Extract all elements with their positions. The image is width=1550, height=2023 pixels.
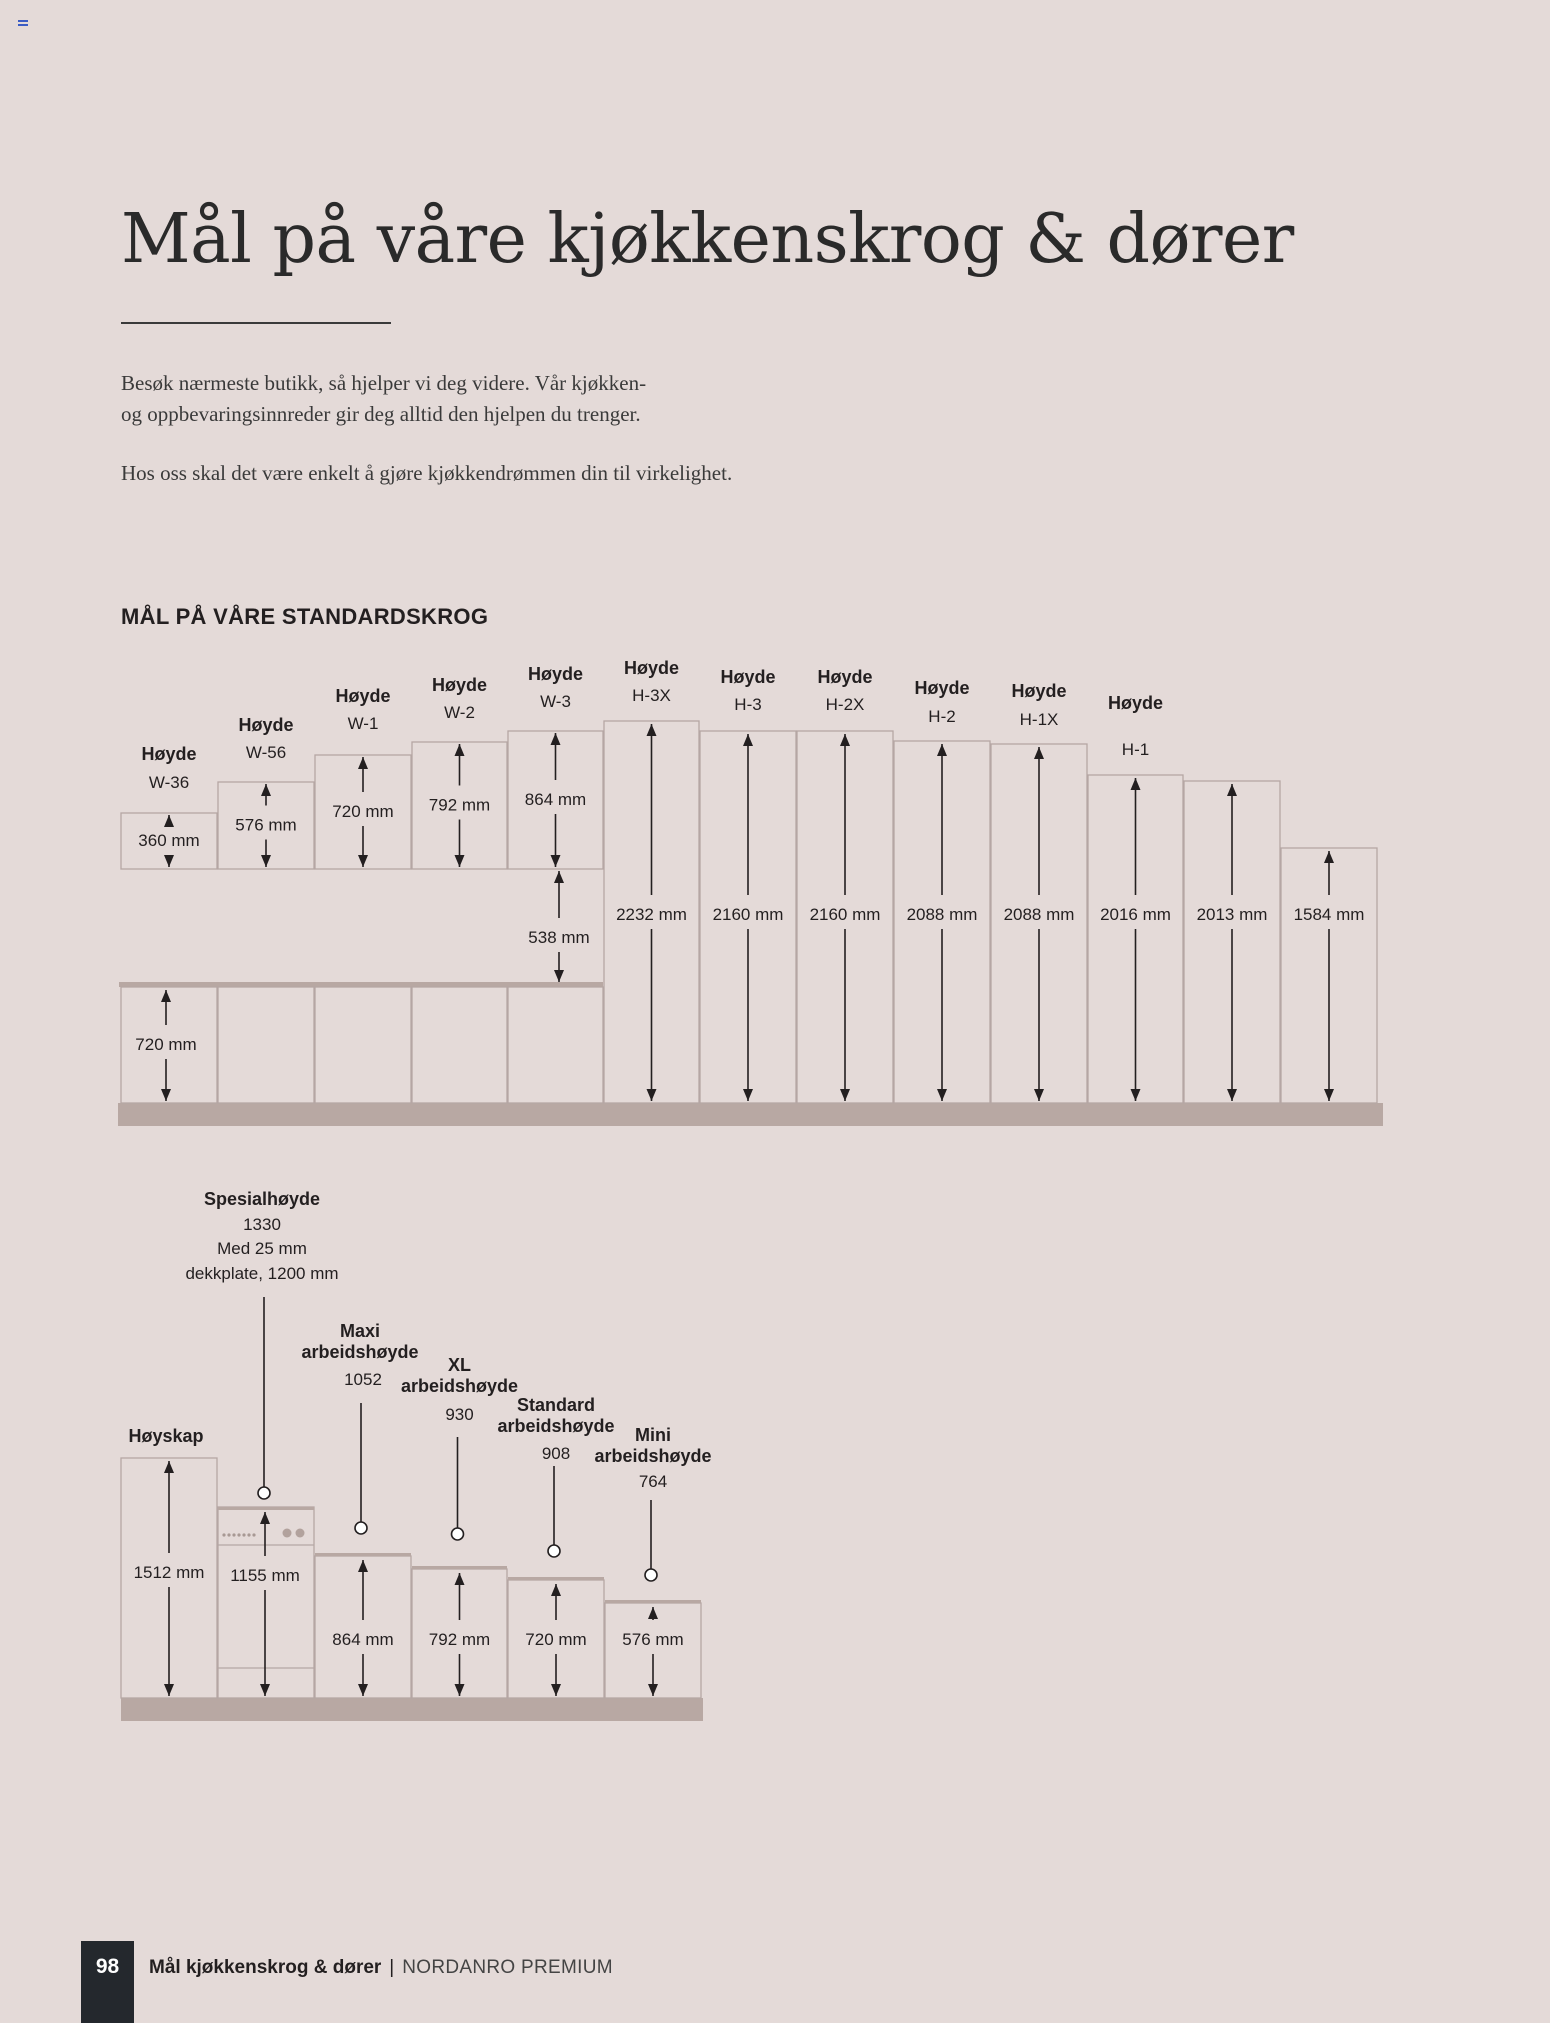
- base-unit: [315, 987, 411, 1103]
- work-height-dim-up-head: [455, 1573, 465, 1585]
- wall-unit-dim-down-head: [261, 855, 271, 867]
- work-height-value: 930: [445, 1405, 474, 1424]
- gap-dim-label: 538 mm: [528, 928, 590, 947]
- work-height-dim-label: 792 mm: [428, 1630, 491, 1649]
- base-unit-dim-label: 720 mm: [135, 1035, 197, 1054]
- wall-unit-label: Høyde: [335, 686, 391, 706]
- footer-brand: NORDANRO PREMIUM: [402, 1957, 613, 1978]
- wall-unit-code: W-3: [540, 692, 571, 711]
- tall-unit-dim-down-head: [1227, 1089, 1237, 1101]
- oven-dot: [252, 1533, 255, 1536]
- work-height-value: 908: [541, 1444, 571, 1463]
- tall-cabinet-dim-up-head: [164, 1461, 174, 1473]
- tall-unit-label: Høyde: [720, 667, 776, 687]
- wall-unit-code: W-36: [148, 773, 190, 792]
- wall-unit-dim-up-head: [261, 784, 271, 796]
- base-unit: [508, 987, 603, 1103]
- work-height-dim-up-head: [648, 1607, 658, 1619]
- oven-dot: [237, 1533, 240, 1536]
- tall-unit-dim-label: 2013 mm: [1196, 905, 1268, 924]
- work-height-marker: [548, 1545, 560, 1557]
- worktop: [605, 1600, 701, 1603]
- intro-paragraph-2: Hos oss skal det være enkelt å gjøre kjøkkendrømmen din til virkelighet.: [121, 461, 733, 485]
- wall-unit-dim-down-head: [164, 855, 174, 867]
- base-unit-dim-up-head: [161, 990, 171, 1002]
- oven-dot: [227, 1533, 230, 1536]
- tall-unit-code: H-3: [734, 695, 762, 714]
- floor-bar-top: [118, 1103, 1383, 1126]
- tall-unit-dim-down-head: [840, 1089, 850, 1101]
- tall-unit-label: Høyde: [1107, 693, 1164, 713]
- wall-unit-dim-label: 576 mm: [235, 815, 297, 835]
- wall-unit-label: Høyde: [141, 744, 197, 764]
- tall-unit-dim-up-head: [840, 734, 850, 746]
- floor-bar-bottom: [121, 1698, 703, 1721]
- tall-unit-dim-down-head: [647, 1089, 657, 1101]
- tall-unit-dim-label: 2088 mm: [906, 905, 978, 924]
- wall-unit-label: Høyde: [238, 715, 294, 735]
- wall-unit-code: W-56: [245, 743, 287, 762]
- tall-unit-dim-up-head: [1034, 747, 1044, 759]
- work-height-dim-down-head: [551, 1684, 561, 1696]
- wall-unit-dim-up-head: [164, 815, 174, 827]
- tall-unit-dim-up-head: [937, 744, 947, 756]
- base-unit: [218, 987, 314, 1103]
- tall-unit-code: H-2X: [825, 695, 865, 714]
- tall-cabinet-dim-down-head: [164, 1684, 174, 1696]
- work-height-dim-down-head: [648, 1684, 658, 1696]
- tall-unit-dim-label: 2160 mm: [712, 905, 784, 924]
- oven-knob: [296, 1529, 305, 1538]
- tall-unit-dim-up-head: [743, 734, 753, 746]
- page-title: Mål på våre kjøkkenskrog & dører: [121, 200, 1294, 279]
- oven-dot: [247, 1533, 250, 1536]
- oven-dot: [242, 1533, 245, 1536]
- work-height-dim-label: 864 mm: [332, 1630, 394, 1649]
- tall-unit-dim-up-head: [1227, 784, 1237, 796]
- gap-dim-up-head: [554, 871, 564, 883]
- special-height-note: dekkplate, 1200 mm: [185, 1264, 339, 1283]
- wall-unit-dim-label: 720 mm: [332, 802, 394, 821]
- special-height-label: Spesialhøyde: [203, 1189, 321, 1209]
- gap-dim-down-head: [554, 970, 564, 982]
- oven-cabinet-dim-down-head: [260, 1684, 270, 1696]
- tall-unit-dim-label: 2160 mm: [809, 905, 881, 924]
- tall-unit-label: Høyde: [817, 667, 873, 687]
- work-height-dim-down-head: [358, 1684, 368, 1696]
- wall-unit-dim-label: 360 mm: [138, 831, 200, 850]
- work-height-label: XL: [447, 1355, 472, 1375]
- worktop: [508, 1577, 604, 1580]
- footer-page-number: 98: [95, 1955, 120, 1978]
- footer-separator: |: [389, 1957, 395, 1978]
- wall-unit-dim-label: 792 mm: [428, 795, 491, 815]
- wall-unit-label: Høyde: [431, 675, 488, 695]
- tall-unit-dim-down-head: [1324, 1089, 1334, 1101]
- work-height-label: arbeidshøyde: [301, 1342, 419, 1362]
- tall-unit-label: Høyde: [914, 678, 970, 698]
- worktop: [315, 1553, 411, 1556]
- tall-unit-dim-up-head: [1324, 851, 1334, 863]
- work-height-label: arbeidshøyde: [400, 1376, 519, 1396]
- countertop: [119, 982, 603, 987]
- tall-unit-dim-label: 2088 mm: [1003, 905, 1075, 924]
- tall-unit-dim-up-head: [647, 724, 657, 736]
- tall-cabinet-dim-label: 1512 mm: [133, 1563, 205, 1582]
- wall-unit-label: Høyde: [527, 664, 584, 684]
- tall-unit-label: Høyde: [1011, 681, 1067, 701]
- work-height-dim-label: 720 mm: [525, 1630, 587, 1649]
- tall-unit-dim-label: 2232 mm: [616, 905, 687, 924]
- tall-unit-code: H-1: [1121, 740, 1150, 759]
- oven-cabinet-dim-up-head: [260, 1512, 270, 1524]
- base-unit: [412, 987, 507, 1103]
- work-height-label: Mini: [635, 1425, 671, 1445]
- special-height-value: 1330: [243, 1215, 281, 1234]
- work-height-value: 1052: [344, 1370, 382, 1389]
- wall-unit-dim-up-head: [358, 757, 368, 769]
- work-height-dim-up-head: [551, 1584, 561, 1596]
- footer-section: Mål kjøkkenskrog & dører: [149, 1957, 382, 1978]
- tall-unit-dim-down-head: [743, 1089, 753, 1101]
- work-height-dim-down-head: [455, 1684, 465, 1696]
- wall-unit-dim-down-head: [455, 855, 465, 867]
- base-unit-dim-down-head: [161, 1089, 171, 1101]
- wall-unit-code: W-1: [347, 714, 379, 733]
- section-heading: MÅL PÅ VÅRE STANDARDSKROG: [121, 604, 489, 629]
- worktop: [412, 1566, 507, 1569]
- work-height-dim-label: 576 mm: [622, 1630, 684, 1649]
- work-height-value: 764: [638, 1472, 668, 1491]
- work-height-marker: [452, 1528, 464, 1540]
- work-height-marker: [645, 1569, 657, 1581]
- wall-unit-dim-up-head: [455, 744, 465, 756]
- tall-unit-dim-down-head: [937, 1089, 947, 1101]
- wall-unit-dim-down-head: [358, 855, 368, 867]
- footer-page-tab: [81, 1941, 134, 2023]
- special-height-note: Med 25 mm: [217, 1239, 307, 1258]
- oven-dot: [232, 1533, 235, 1536]
- oven-knob: [283, 1529, 292, 1538]
- tall-cabinet-label: Høyskap: [128, 1426, 204, 1446]
- tall-unit-dim-label: 2016 mm: [1100, 905, 1171, 924]
- oven-cabinet-dim-label: 1155 mm: [230, 1566, 300, 1585]
- work-height-label: arbeidshøyde: [594, 1446, 712, 1466]
- wall-unit-code: W-2: [444, 703, 475, 722]
- footer-text: [149, 1957, 613, 1979]
- wall-unit-dim-up-head: [551, 733, 561, 745]
- oven-cabinet-top: [218, 1507, 314, 1510]
- work-height-label: Maxi: [339, 1321, 381, 1341]
- tall-unit-code: H-2: [928, 707, 956, 726]
- wall-unit-dim-label: 864 mm: [524, 790, 587, 809]
- work-height-dim-up-head: [358, 1560, 368, 1572]
- tall-unit-dim-down-head: [1034, 1089, 1044, 1101]
- work-height-label: arbeidshøyde: [497, 1416, 615, 1436]
- special-height-marker: [258, 1487, 270, 1499]
- tall-unit-code: H-3X: [632, 686, 671, 705]
- wall-unit-dim-down-head: [551, 855, 561, 867]
- intro-paragraph-1: Besøk nærmeste butikk, så hjelper vi deg videre. Vår kjøkken- og oppbevaringsinnreder gir deg alltid den hjelpen du trenger.: [121, 371, 647, 426]
- tall-unit-label: Høyde: [623, 658, 680, 678]
- work-height-marker: [355, 1522, 367, 1534]
- tall-unit-dim-label: 1584 mm: [1293, 905, 1365, 924]
- work-height-label: Standard: [516, 1395, 596, 1415]
- oven-dot: [222, 1533, 225, 1536]
- tall-unit-dim-down-head: [1131, 1089, 1141, 1101]
- tall-unit-code: H-1X: [1019, 710, 1059, 729]
- tall-unit-dim-up-head: [1131, 778, 1141, 790]
